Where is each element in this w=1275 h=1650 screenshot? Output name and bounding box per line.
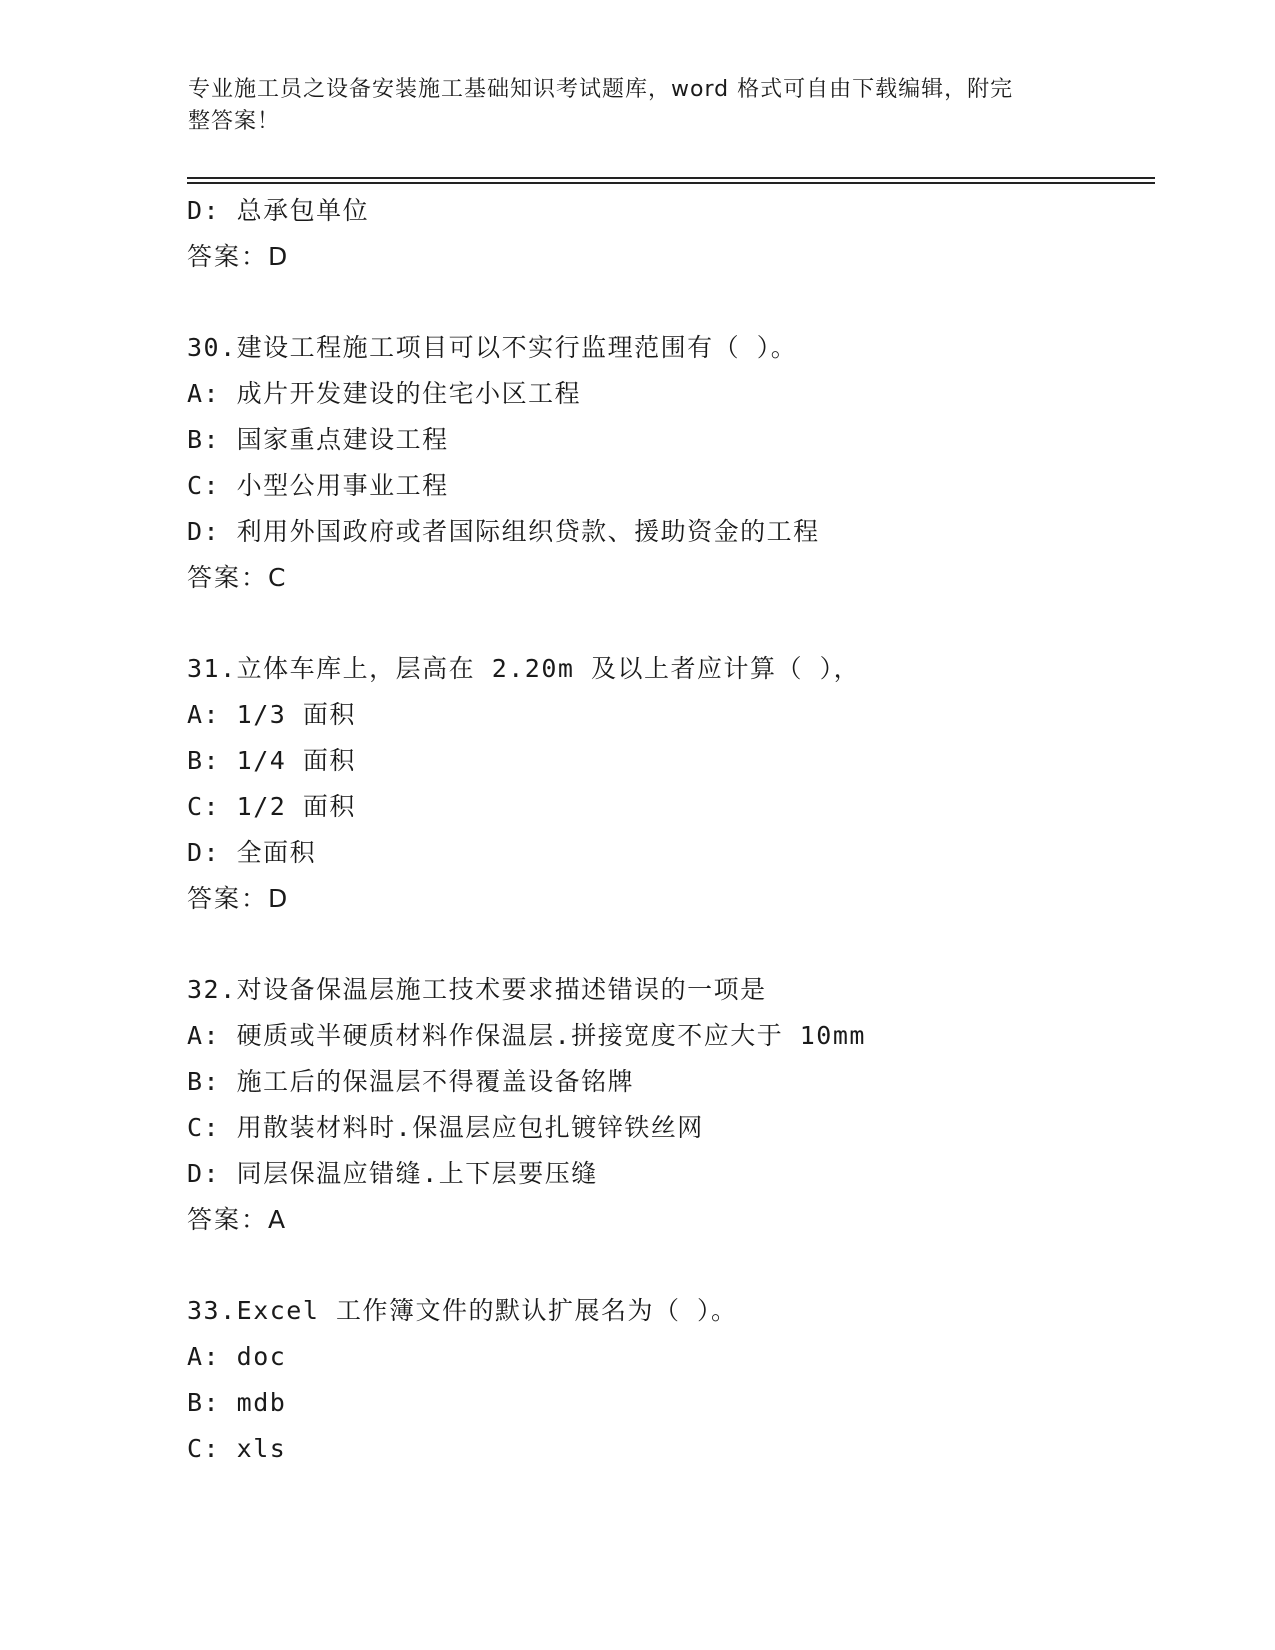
option-d: D: 同层保温应错缝.上下层要压缝 (187, 1159, 598, 1188)
previous-question-tail (187, 188, 1147, 280)
question-31 (187, 646, 1147, 922)
option-b: B: 1/4 面积 (187, 746, 356, 775)
question-stem: 33.Excel 工作簿文件的默认扩展名为（ ）。 (187, 1296, 738, 1325)
option-c: C: 用散装材料时.保温层应包扎镀锌铁丝网 (187, 1113, 704, 1142)
header-divider-top (187, 177, 1155, 179)
option-b: B: 施工后的保温层不得覆盖设备铭牌 (187, 1067, 635, 1096)
header-line-2: 整答案！ (188, 109, 281, 134)
option-d: D: 总承包单位 (187, 196, 370, 225)
option-d: D: 全面积 (187, 838, 317, 867)
question-33 (187, 1288, 1147, 1472)
option-a: A: 1/3 面积 (187, 700, 356, 729)
answer-line: 答案：C (187, 563, 288, 592)
question-stem: 32.对设备保温层施工技术要求描述错误的一项是 (187, 975, 767, 1004)
option-a: A: 成片开发建设的住宅小区工程 (187, 379, 582, 408)
header-divider-bottom (187, 182, 1155, 184)
answer-line: 答案：A (187, 1205, 288, 1234)
option-c: C: xls (187, 1434, 287, 1463)
document-body (187, 188, 1147, 1472)
option-c: C: 小型公用事业工程 (187, 471, 449, 500)
option-a: A: 硬质或半硬质材料作保温层.拼接宽度不应大于 10mm (187, 1021, 866, 1050)
answer-line: 答案：D (187, 884, 290, 913)
option-b: B: 国家重点建设工程 (187, 425, 449, 454)
question-stem: 31.立体车库上，层高在 2.20m 及以上者应计算（ ）， (187, 654, 861, 683)
document-header (188, 74, 1068, 138)
option-a: A: doc (187, 1342, 287, 1371)
option-c: C: 1/2 面积 (187, 792, 356, 821)
option-b: B: mdb (187, 1388, 287, 1417)
answer-line: 答案：D (187, 242, 290, 271)
header-line-1: 专业施工员之设备安装施工基础知识考试题库，word 格式可自由下载编辑，附完 (188, 77, 1014, 102)
question-stem: 30.建设工程施工项目可以不实行监理范围有（ ）。 (187, 333, 798, 362)
option-d: D: 利用外国政府或者国际组织贷款、援助资金的工程 (187, 517, 820, 546)
question-32 (187, 967, 1147, 1243)
question-30 (187, 325, 1147, 601)
